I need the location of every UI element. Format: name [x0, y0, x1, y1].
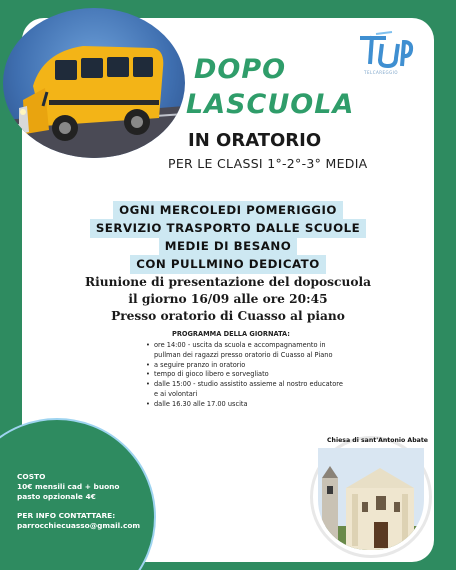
logo-caption: TELCAREGGIO — [364, 70, 399, 75]
program-list — [146, 341, 346, 410]
highlight-line: OGNI MERCOLEDI POMERIGGIO — [113, 201, 343, 220]
highlight-line: MEDIE DI BESANO — [159, 237, 298, 256]
highlight-line: CON PULLMINO DEDICATO — [130, 255, 326, 274]
tup-logo-icon — [356, 30, 414, 72]
title-line-2: LASCUOLA — [186, 89, 355, 120]
meeting-line: Presso oratorio di Cuasso al piano — [111, 309, 345, 323]
school-bus-icon — [3, 8, 185, 158]
contact-email[interactable]: parrocchiecuasso@gmail.com — [17, 521, 141, 530]
program-item: • dalle 15:00 - studio assistito assieme al nostro educatore e ai volontari — [146, 380, 346, 400]
info-block — [17, 472, 140, 531]
cost-line: pasto opzionale 4€ — [17, 492, 96, 501]
program-item: • a seguire pranzo in oratorio — [146, 361, 346, 371]
cost-line: 10€ mensili cad + buono — [17, 482, 120, 491]
program-title: PROGRAMMA DELLA GIORNATA: — [172, 330, 290, 338]
church-photo — [318, 448, 424, 550]
meeting-info — [0, 274, 456, 325]
program-item: • tempo di gioco libero e sorvegliato — [146, 370, 346, 380]
cost-label: COSTO — [17, 472, 46, 481]
target-classes: PER LE CLASSI 1°-2°-3° MEDIA — [168, 156, 368, 171]
subtitle: IN ORATORIO — [188, 130, 322, 151]
meeting-line: il giorno 16/09 alle ore 20:45 — [128, 292, 328, 306]
highlights — [0, 199, 456, 271]
program-item: • ore 14:00 - uscita da scuola e accompagnamento in pullman dei ragazzi presso oratorio di Cuasso al Piano — [146, 341, 346, 361]
highlight-line: SERVIZIO TRASPORTO DALLE SCUOLE — [90, 219, 366, 238]
church-icon — [318, 448, 424, 550]
church-label: Chiesa di sant'Antonio Abate — [327, 437, 428, 444]
school-bus-illustration — [3, 8, 185, 158]
program-item: • dalle 16.30 alle 17.00 uscita — [146, 400, 346, 410]
title-line-1: DOPO — [194, 54, 287, 85]
contact-label: PER INFO CONTATTARE: — [17, 511, 116, 520]
meeting-line: Riunione di presentazione del doposcuola — [85, 275, 371, 289]
